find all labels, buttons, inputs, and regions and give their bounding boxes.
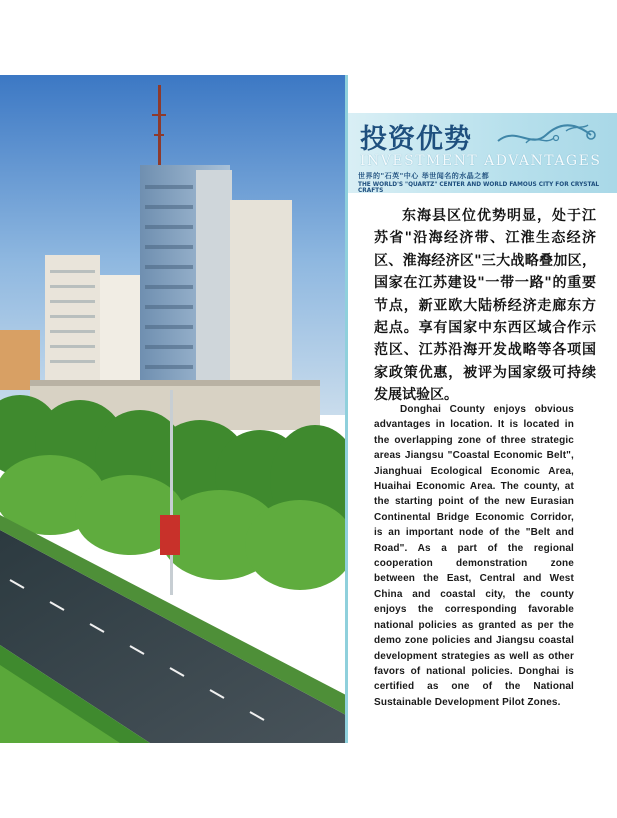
decorative-swirl-icon xyxy=(496,121,611,151)
city-street-photo xyxy=(0,75,346,743)
section-title-cn: 投资优势 xyxy=(360,124,472,155)
section-header xyxy=(348,113,617,193)
intro-paragraph-en: Donghai County enjoys obvious advantages in location. It is located in the overlapping zone of three strategic areas Jiangsu "Coastal Economic Belt", Jianghuai Ecological Economic Area, Huaihai Economic Area. The county, at the starting point of the new Eurasian Continental Bridge Economic Corridor, is an important node of the "Belt and Road". As a part of the regional cooperation demonstration zone between the East, Central and West China and coastal city, the county enjoys the corresponding favorable national policies as granted as per the demo zone policies and Jiangsu coastal development strategies as well as other favors of national policies. Donghai is certified as one of the National Sustainable Development Pilot Zones. xyxy=(374,404,574,708)
section-subtitle-cn: 世界的"石英"中心 举世闻名的水晶之都 xyxy=(358,172,490,180)
section-title-en: INVESTMENT ADVANTAGES xyxy=(360,153,602,169)
section-subtitle-en: THE WORLD'S "QUARTZ" CENTER AND WORLD FAMOUS CITY FOR CRYSTAL CRAFTS xyxy=(358,182,600,194)
intro-paragraph-cn: 东海县区位优势明显，处于江苏省"沿海经济带、江淮生态经济区、淮海经济区"三大战略叠加区，国家在江苏建设"一带一路"的重要节点，新亚欧大陆桥经济走廊东方起点。享有国家中东西区域合作示范区、江苏沿海开发战略等各项国家政策优惠，被评为国家级可持续发展试验区。 xyxy=(374,208,596,404)
